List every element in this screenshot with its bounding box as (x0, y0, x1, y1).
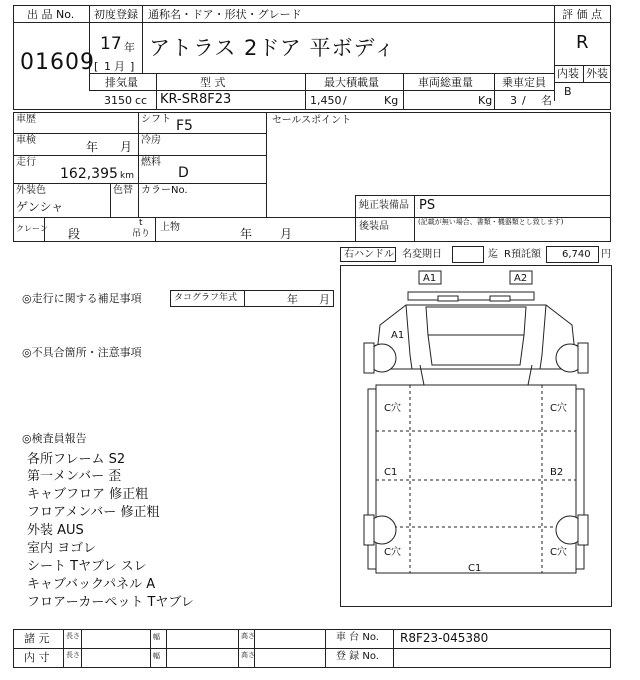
history-label: 車歴 (16, 114, 36, 125)
report-line: シート Tヤブレ スレ (27, 559, 147, 574)
crane-ton-top: t (139, 218, 143, 228)
inspector-label: ◎検査員報告 (22, 432, 87, 445)
interior-grade-label: 内装 (557, 67, 579, 80)
aftermarket-label: 後装品 (359, 221, 389, 232)
grade-value: R (576, 32, 589, 53)
first-reg-month: 1 (104, 60, 111, 73)
interior-height-label: 高さ (241, 651, 255, 659)
dims-width-label: 幅 (153, 633, 160, 641)
color-label: 外装色 (16, 185, 46, 196)
dims-label: 諸 元 (24, 632, 50, 645)
model-info-label: 通称名・ドア・形状・グレード (148, 8, 302, 21)
defects-label: ◎不具合箇所・注意事項 (22, 346, 142, 359)
damage-c-hole-right-lower: C穴 (550, 547, 567, 558)
first-reg-label: 初度登録 (94, 8, 138, 21)
max-load: 1,450 (310, 94, 342, 107)
car-title: アトラス 2ドア 平ボディ (149, 36, 396, 60)
crane-stage: 段 (68, 227, 81, 241)
r-fee-value: 6,740 (562, 249, 591, 260)
damage-c1-left: C1 (384, 467, 398, 478)
lift-month-unit: 月 (280, 227, 293, 241)
genuine-label: 純正装備品 (359, 200, 409, 211)
report-line: 室内 ヨゴレ (27, 541, 97, 556)
report-line: 各所フレーム S2 (27, 452, 126, 467)
aftermarket-note: (記載が無い場合、書類・機器類とし致します) (418, 218, 564, 226)
sales-point-label: セールスポイント (272, 115, 352, 126)
inspection-label: 車検 (16, 135, 36, 146)
interior-grade: B (564, 85, 572, 98)
damage-a2-right: A2 (514, 273, 528, 284)
model-code-label: 型 式 (200, 76, 226, 89)
dist-label: 迄 (488, 249, 498, 260)
mileage-label: 走行 (16, 157, 36, 168)
report-line: キャブフロア 修正粗 (27, 487, 149, 502)
genuine-value: PS (419, 198, 436, 213)
capacity-unit: 名 (541, 94, 552, 107)
lot-no: 01609 (20, 50, 95, 75)
report-line: フロアーカーペット Tヤブレ (27, 595, 194, 610)
lift-label: 上物 (160, 222, 180, 233)
capacity-slash: / (522, 94, 526, 107)
ac-label: 冷房 (141, 135, 161, 146)
damage-b2-right: B2 (550, 467, 564, 478)
gross-weight-unit: Kg (478, 94, 493, 107)
model-code: KR-SR8F23 (160, 92, 232, 107)
tachograph-label: タコグラフ年式 (174, 293, 238, 303)
truck-damage-diagram (340, 265, 612, 607)
color-code-label: カラーNo. (141, 185, 188, 196)
max-load-unit: Kg (384, 94, 399, 107)
damage-c-hole-left-lower: C穴 (384, 547, 401, 558)
interior-width-label: 幅 (153, 652, 160, 660)
mileage-unit: km (120, 171, 134, 181)
capacity-label: 乗車定員 (502, 76, 546, 89)
tacho-year-unit: 年 (287, 293, 298, 306)
report-line: 外装 AUS (27, 523, 84, 538)
tacho-month-unit: 月 (319, 293, 330, 306)
damage-a1-cab: A1 (391, 330, 405, 341)
shift-label: シフト (141, 114, 171, 125)
inspection-year-unit: 年 (86, 140, 99, 154)
supplement-label: ◎走行に関する補足事項 (22, 292, 142, 305)
damage-c-hole-left-upper: C穴 (384, 403, 401, 414)
first-reg-month-close: ] (130, 60, 135, 73)
max-load-label: 最大積載量 (324, 76, 379, 89)
max-load-slash: / (343, 94, 347, 107)
capacity: 3 (510, 94, 517, 107)
fuel-value: D (178, 165, 189, 181)
inspection-month-unit: 月 (120, 140, 133, 154)
displacement-label: 排気量 (105, 76, 138, 89)
chassis-label: 車 台 No. (336, 632, 379, 643)
report-line: キャブバックパネル A (27, 577, 156, 592)
first-reg-year: 17 (100, 34, 122, 54)
mileage-value: 162,395 (60, 166, 118, 182)
handle-value: 右ハンドル (344, 249, 394, 260)
first-reg-month-open: [ (94, 60, 99, 73)
shift-value: F5 (176, 118, 193, 134)
interior-dims-label: 内 寸 (24, 651, 50, 664)
damage-a1-left: A1 (423, 273, 437, 284)
interior-length-label: 長さ (66, 651, 80, 659)
damage-c1-bottom: C1 (468, 563, 482, 574)
report-line: 第一メンバー 歪 (27, 469, 122, 484)
damage-c-hole-right-upper: C穴 (550, 403, 567, 414)
grade-label: 評 価 点 (562, 8, 602, 21)
month-unit: 月 (114, 60, 125, 73)
lift-year-unit: 年 (240, 227, 253, 241)
yen-unit: 円 (601, 249, 611, 260)
dims-length-label: 長さ (66, 632, 80, 640)
crane-label: クレーン (16, 224, 48, 233)
name-change-box (452, 246, 484, 263)
lot-no-label: 出 品 No. (27, 8, 75, 21)
report-line: フロアメンバー 修正粗 (27, 505, 160, 520)
fuel-label: 燃料 (141, 157, 161, 168)
dims-height-label: 高さ (241, 632, 255, 640)
color-change-label: 色替 (113, 185, 133, 196)
color-value: ゲンシャ (16, 200, 64, 214)
registration-label: 登 録 No. (336, 651, 379, 662)
exterior-grade-label: 外装 (586, 67, 608, 80)
gross-weight-label: 車両総重量 (418, 76, 473, 89)
year-unit: 年 (124, 41, 135, 54)
crane-ton-bottom: 吊り (132, 229, 151, 239)
name-change-label: 名変期日 (402, 249, 442, 260)
displacement-unit: cc (135, 94, 148, 107)
displacement: 3150 (104, 94, 132, 107)
chassis-number: R8F23-045380 (400, 631, 489, 645)
r-fee-label: R預託額 (504, 249, 541, 260)
